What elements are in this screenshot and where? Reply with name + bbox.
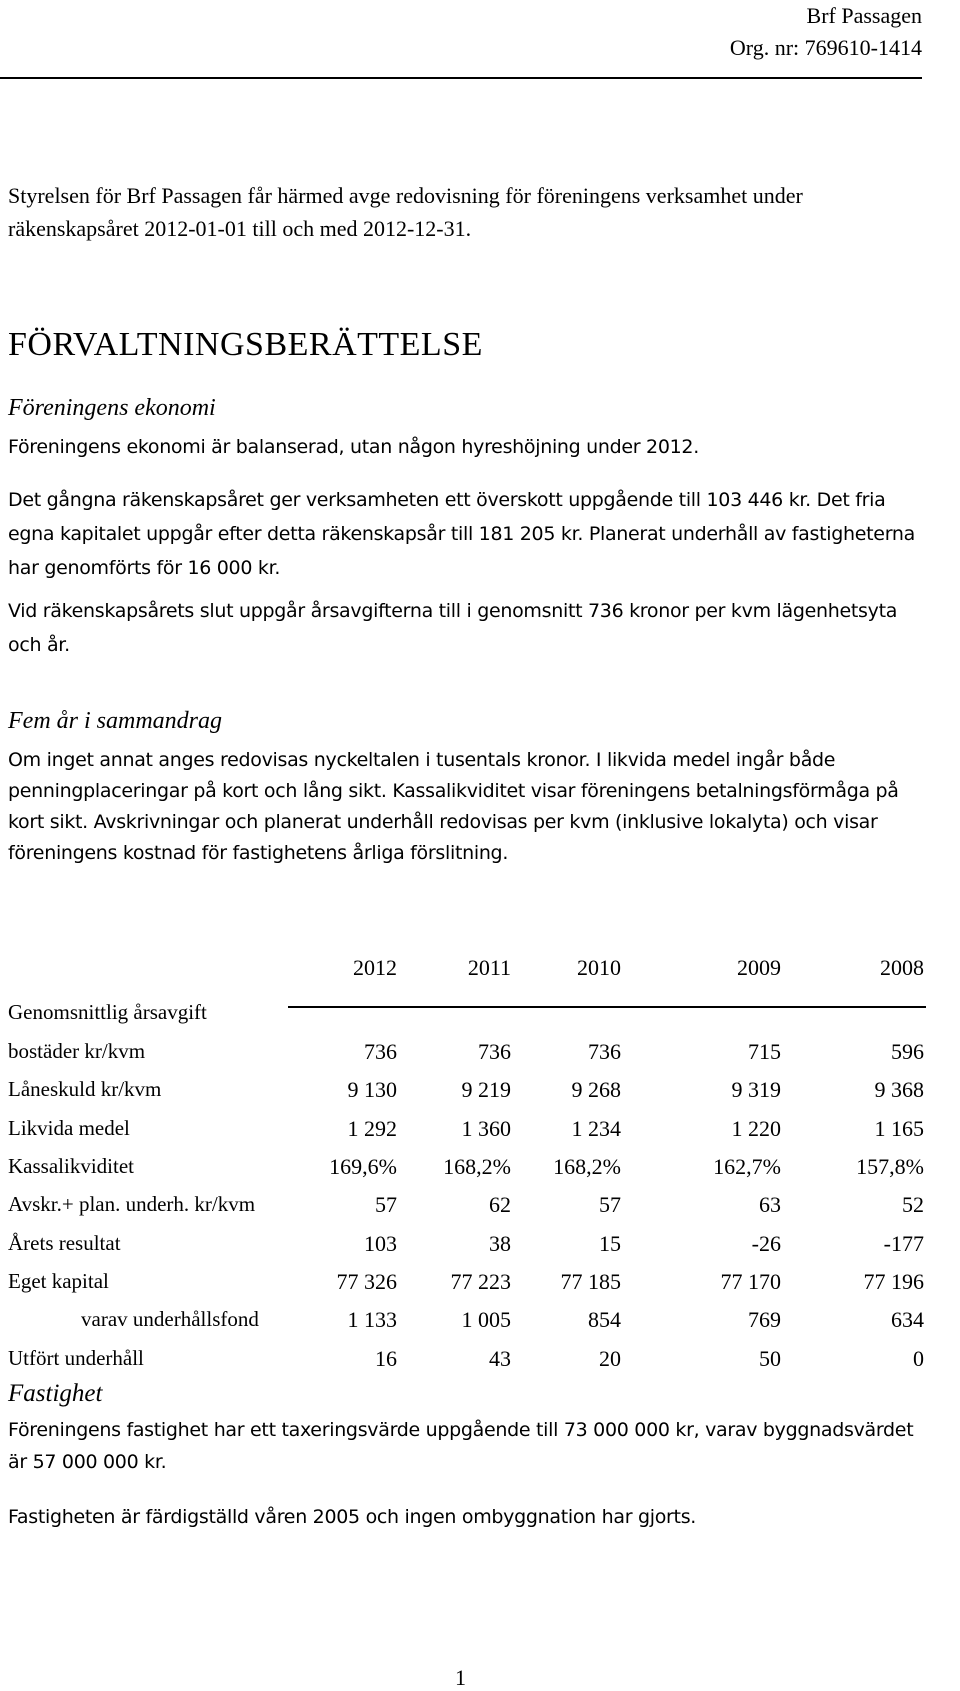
table-cell: 52 <box>902 1192 924 1217</box>
table-cell: 157,8% <box>856 1154 924 1179</box>
page-title: FÖRVALTNINGSBERÄTTELSE <box>8 326 483 363</box>
table-cell: 9 319 <box>731 1077 781 1102</box>
year-header: 2009 <box>737 955 781 980</box>
table-cell: 9 130 <box>347 1077 397 1102</box>
table-cell: 1 133 <box>347 1307 397 1332</box>
heading-economy: Föreningens ekonomi <box>8 395 216 421</box>
header-divider <box>0 77 922 79</box>
table-cell: 162,7% <box>713 1154 781 1179</box>
table-cell: 63 <box>759 1192 781 1217</box>
heading-summary: Fem år i sammandrag <box>8 708 222 734</box>
table-cell: 9 268 <box>571 1077 621 1102</box>
year-header: 2011 <box>467 955 511 980</box>
table-cell: 77 326 <box>336 1269 397 1294</box>
table-cell: 62 <box>489 1192 511 1217</box>
document-header <box>730 0 922 64</box>
table-row-label: Låneskuld kr/kvm <box>8 1077 162 1101</box>
table-cell: 9 368 <box>874 1077 924 1102</box>
economy-paragraph-2: Det gångna räkenskapsåret ger verksamheten ett överskott uppgående till 103 446 kr. Det fria egna kapitalet uppgår efter detta räkenskapsår till 181 205 kr. Planerat underhåll av fastigheterna har genomförts för 16 000 kr. <box>8 489 915 579</box>
table-cell: 50 <box>759 1346 781 1371</box>
table-cell: 15 <box>599 1231 621 1256</box>
table-cell: 854 <box>588 1307 621 1332</box>
table-cell: 168,2% <box>553 1154 621 1179</box>
table-row-label: Likvida medel <box>8 1116 130 1140</box>
table-cell: 16 <box>375 1346 397 1371</box>
table-cell: 634 <box>891 1307 924 1332</box>
table-row-label: Eget kapital <box>8 1269 109 1293</box>
table-row-label: bostäder kr/kvm <box>8 1039 146 1063</box>
table-cell: 1 165 <box>874 1116 924 1141</box>
table-cell: 43 <box>489 1346 511 1371</box>
table-cell: 77 223 <box>450 1269 511 1294</box>
table-row-label: Kassalikviditet <box>8 1154 134 1178</box>
table-row-label: Genomsnittlig årsavgift <box>8 1000 207 1024</box>
table-cell: 1 220 <box>731 1116 781 1141</box>
table-cell: 769 <box>748 1307 781 1332</box>
table-row-label: varav underhållsfond <box>81 1307 259 1331</box>
table-cell: 57 <box>375 1192 397 1217</box>
table-cell: 1 292 <box>347 1116 397 1141</box>
year-header: 2010 <box>577 955 621 980</box>
table-cell: 1 005 <box>461 1307 511 1332</box>
table-cell: 38 <box>489 1231 511 1256</box>
table-cell: 77 185 <box>560 1269 621 1294</box>
table-cell: 736 <box>478 1039 511 1064</box>
heading-property: Fastighet <box>8 1380 103 1407</box>
table-cell: 715 <box>748 1039 781 1064</box>
table-cell: 168,2% <box>443 1154 511 1179</box>
property-paragraph-2: Fastigheten är färdigställd våren 2005 och ingen ombyggnation har gjorts. <box>8 1506 697 1528</box>
header-org-name: Brf Passagen <box>806 3 922 28</box>
table-row-label: Årets resultat <box>8 1231 121 1255</box>
table-cell: 77 170 <box>720 1269 781 1294</box>
economy-paragraph-3: Vid räkenskapsårets slut uppgår årsavgifterna till i genomsnitt 736 kronor per kvm lägenhetsyta och år. <box>8 600 898 656</box>
table-cell: -177 <box>883 1231 924 1256</box>
table-cell: -26 <box>751 1231 781 1256</box>
property-paragraph-1: Föreningens fastighet har ett taxeringsvärde uppgående till 73 000 000 kr, varav byggnadsvärdet är 57 000 000 kr. <box>8 1419 914 1473</box>
table-cell: 1 234 <box>571 1116 621 1141</box>
table-cell: 77 196 <box>863 1269 924 1294</box>
header-org-number: Org. nr: 769610-1414 <box>729 35 922 60</box>
page-number: 1 <box>455 1665 466 1690</box>
table-cell: 596 <box>891 1039 924 1064</box>
table-cell: 9 219 <box>461 1077 511 1102</box>
table-cell: 57 <box>599 1192 621 1217</box>
table-cell: 736 <box>364 1039 397 1064</box>
table-row-label: Utfört underhåll <box>8 1346 144 1370</box>
table-cell: 736 <box>588 1039 621 1064</box>
summary-paragraph: Om inget annat anges redovisas nyckeltalen i tusentals kronor. I likvida medel ingår både penningplaceringar på kort och lång sikt. Kassalikviditet visar föreningens betalningsförmåga på kort sikt. Avskrivningar och planerat underhåll redovisas per kvm (inklusive lokalyta) och visar föreningens kostnad för fastighetens årliga förslitning. <box>8 749 899 864</box>
table-row-label: Avskr.+ plan. underh. kr/kvm <box>8 1192 256 1216</box>
table-cell: 103 <box>364 1231 397 1256</box>
table-cell: 1 360 <box>461 1116 511 1141</box>
year-header: 2012 <box>353 955 397 980</box>
intro-paragraph: Styrelsen för Brf Passagen får härmed avge redovisning för föreningens verksamhet under räkenskapsåret 2012-01-01 till och med 2012-12-31. <box>8 183 803 241</box>
table-cell: 169,6% <box>329 1154 397 1179</box>
year-header: 2008 <box>880 955 924 980</box>
table-cell: 20 <box>599 1346 621 1371</box>
table-header-divider <box>288 1006 926 1008</box>
table-cell: 0 <box>913 1346 924 1371</box>
economy-paragraph-1: Föreningens ekonomi är balanserad, utan någon hyreshöjning under 2012. <box>8 436 699 458</box>
